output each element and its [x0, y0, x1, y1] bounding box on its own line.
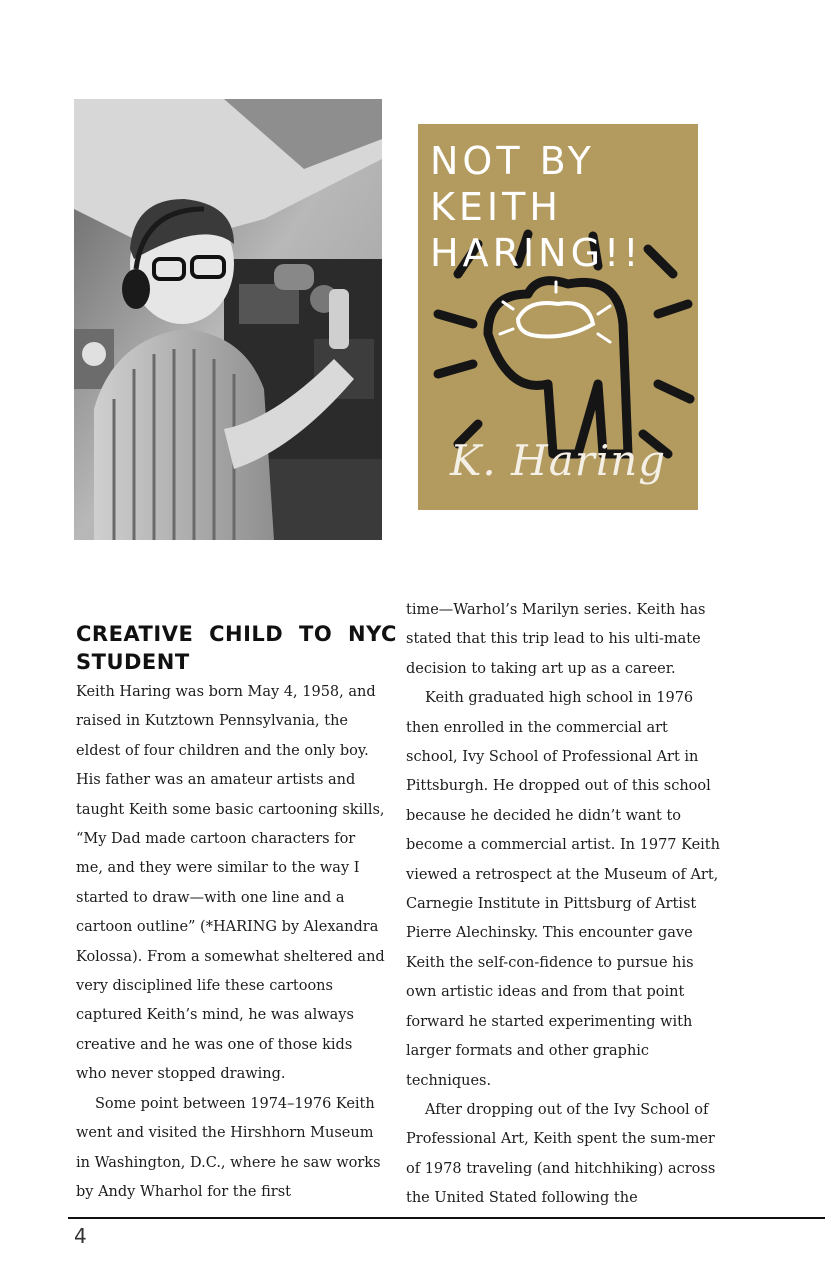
paragraph: time—Warhol’s Marilyn series. Keith has stated that this trip lead to his ulti-mate decision to taking art up as a career.	[406, 602, 706, 677]
boy-radio-photo	[74, 99, 382, 540]
not-by-haring-card	[418, 124, 698, 510]
article-heading	[76, 620, 397, 676]
photo-boy-radio-icon	[74, 99, 382, 540]
paragraph: Some point between 1974–1976 Keith went and visited the Hirshhorn Museum in Washington, D.C., where he saw works by Andy Wharhol for the first	[76, 1095, 381, 1200]
paragraph: Keith Haring was born May 4, 1958, and raised in Kutztown Pennsylvania, the eldest of four children and the only boy. His father was an amateur artists and taught Keith some basic cartooning skills, “My Dad made cartoon characters for me, and they were similar to the way I started to draw—with one line and a cartoon outline” (*HARING by Alexandra Kolossa). From a somewhat sheltered and very disciplined life these cartoons captured Keith’s mind, he was always creative and he was one of those kids who never stopped drawing.	[76, 684, 385, 1083]
card-line-1: NOT BY	[430, 139, 595, 183]
page-number: 4	[74, 1224, 87, 1248]
card-line-2: KEITH	[430, 185, 562, 229]
paragraph: After dropping out of the Ivy School of Professional Art, Keith spent the sum-mer of 1978 traveling (and hitchhiking) across the United Stated following the	[406, 1101, 716, 1207]
right-column	[406, 596, 724, 1214]
heading-line-2: STUDENT	[76, 650, 190, 674]
card-signature: K. Haring	[450, 436, 667, 485]
paragraph: Keith graduated high school in 1976 then enrolled in the commercial art school, Ivy School of Professional Art in Pittsburgh. He dropped out of this school because he decided he didn’t want to become a commercial artist. In 1977 Keith viewed a retrospect at the Museum of Art, Carnegie Institute in Pittsburg of Artist Pierre Alechinsky. This encounter gave Keith the self-con-fidence to pursue his own artistic ideas and from that point forward he started experimenting with larger formats and other graphic techniques.	[406, 690, 720, 1089]
card-line-3: HARING!!	[430, 231, 643, 275]
heading-line-1: CREATIVE CHILD TO NYC	[76, 622, 397, 646]
card-text	[430, 138, 690, 276]
left-column	[76, 620, 397, 1207]
footer-rule	[68, 1217, 825, 1219]
